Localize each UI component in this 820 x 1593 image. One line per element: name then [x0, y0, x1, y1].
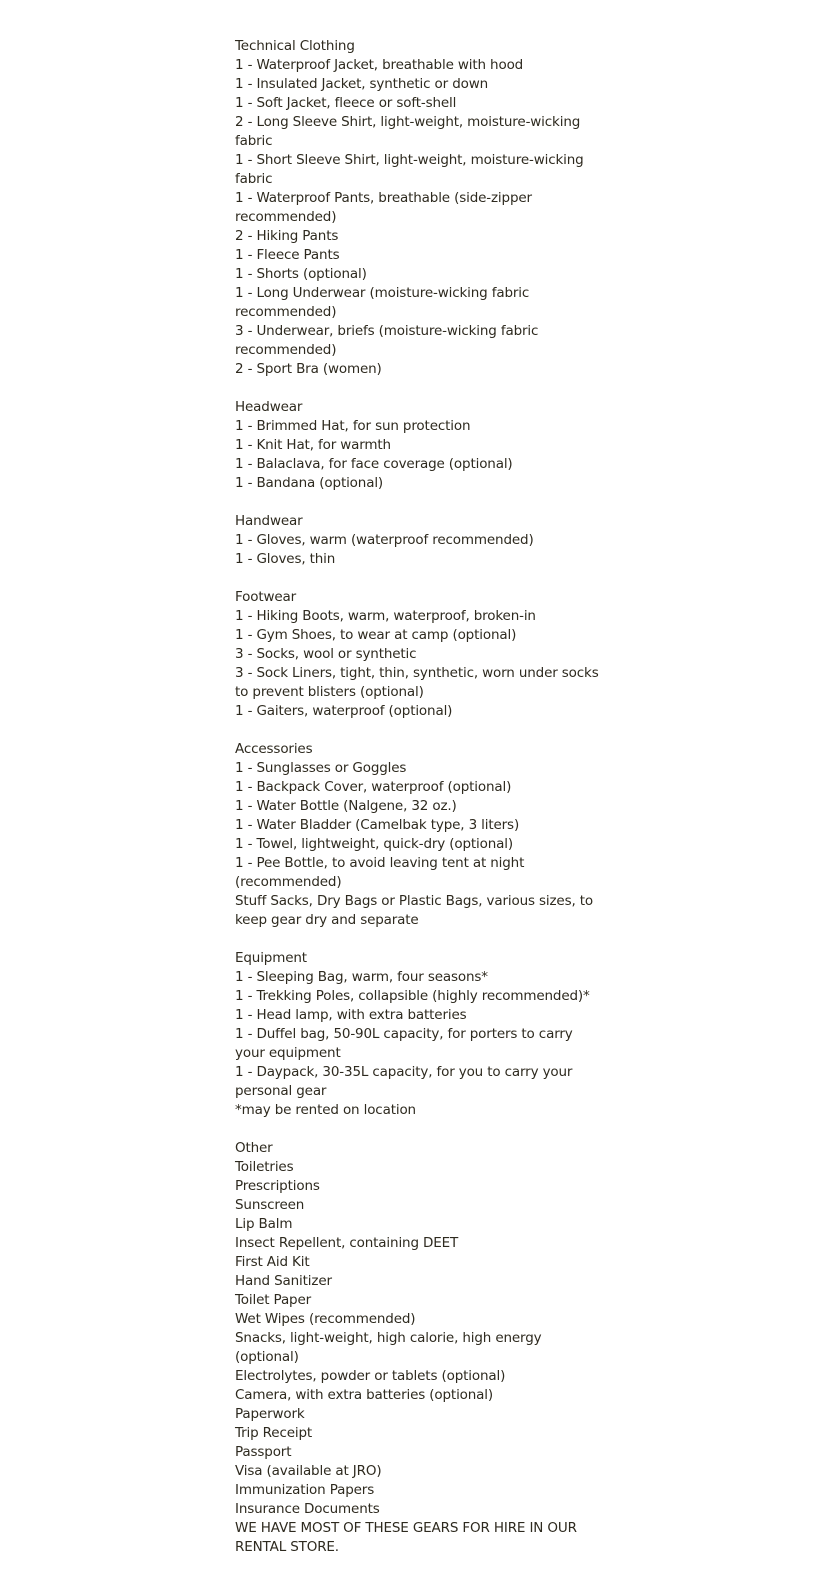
list-item: 1 - Soft Jacket, fleece or soft-shell	[235, 95, 457, 111]
list-item: 2 - Hiking Pants	[235, 228, 339, 244]
list-item: Immunization Papers	[235, 1482, 375, 1498]
list-item: Trip Receipt	[235, 1425, 313, 1441]
section-title: Accessories	[235, 741, 313, 757]
section-title: Handwear	[235, 513, 303, 529]
list-item: Camera, with extra batteries (optional)	[235, 1387, 494, 1403]
list-item: 1 - Shorts (optional)	[235, 266, 367, 282]
list-item: Insurance Documents	[235, 1501, 380, 1517]
list-item: Paperwork	[235, 1406, 305, 1422]
list-item: Insect Repellent, containing DEET	[235, 1235, 459, 1251]
list-item: 1 - Waterproof Pants, breathable (side-zipper recommended)	[235, 190, 532, 225]
list-item: Passport	[235, 1444, 292, 1460]
list-item: Hand Sanitizer	[235, 1273, 332, 1289]
section-other	[235, 1139, 605, 1519]
section-title: Headwear	[235, 399, 303, 415]
list-item: 1 - Gaiters, waterproof (optional)	[235, 703, 453, 719]
section-footwear	[235, 588, 605, 721]
list-item: 1 - Water Bladder (Camelbak type, 3 liters)	[235, 817, 520, 833]
list-item: 1 - Long Underwear (moisture-wicking fabric recommended)	[235, 285, 530, 320]
list-item: Sunscreen	[235, 1197, 305, 1213]
list-item: 1 - Bandana (optional)	[235, 475, 384, 491]
list-item: 1 - Gloves, thin	[235, 551, 336, 567]
list-item: 2 - Long Sleeve Shirt, light-weight, moisture-wicking fabric	[235, 114, 581, 149]
list-item: 2 - Sport Bra (women)	[235, 361, 382, 377]
list-item: 1 - Gloves, warm (waterproof recommended)	[235, 532, 534, 548]
list-item: 1 - Duffel bag, 50-90L capacity, for porters to carry your equipment	[235, 1026, 573, 1061]
list-item: Lip Balm	[235, 1216, 293, 1232]
list-item: 1 - Towel, lightweight, quick-dry (optional)	[235, 836, 513, 852]
list-item: 1 - Hiking Boots, warm, waterproof, broken-in	[235, 608, 536, 624]
section-accessories	[235, 740, 605, 930]
list-item: Toilet Paper	[235, 1292, 312, 1308]
section-title: Footwear	[235, 589, 297, 605]
section-title: Technical Clothing	[235, 38, 355, 54]
packing-list-document	[235, 37, 605, 1557]
list-item: 1 - Backpack Cover, waterproof (optional)	[235, 779, 512, 795]
section-headwear	[235, 398, 605, 493]
list-item: 1 - Head lamp, with extra batteries	[235, 1007, 467, 1023]
list-item: 1 - Waterproof Jacket, breathable with hood	[235, 57, 524, 73]
list-item: 1 - Water Bottle (Nalgene, 32 oz.)	[235, 798, 457, 814]
list-item: 1 - Balaclava, for face coverage (optional)	[235, 456, 513, 472]
list-item: 1 - Knit Hat, for warmth	[235, 437, 391, 453]
list-item: 1 - Short Sleeve Shirt, light-weight, moisture-wicking fabric	[235, 152, 584, 187]
list-item: 1 - Brimmed Hat, for sun protection	[235, 418, 471, 434]
list-item: First Aid Kit	[235, 1254, 310, 1270]
list-item: 1 - Pee Bottle, to avoid leaving tent at night (recommended)	[235, 855, 525, 890]
list-item: 3 - Underwear, briefs (moisture-wicking fabric recommended)	[235, 323, 539, 358]
list-item: 1 - Daypack, 30-35L capacity, for you to carry your personal gear	[235, 1064, 573, 1099]
list-item: 1 - Sleeping Bag, warm, four seasons*	[235, 969, 488, 985]
list-item: Stuff Sacks, Dry Bags or Plastic Bags, various sizes, to keep gear dry and separate	[235, 893, 593, 928]
list-item: 1 - Sunglasses or Goggles	[235, 760, 407, 776]
section-handwear	[235, 512, 605, 569]
list-item: Toiletries	[235, 1159, 294, 1175]
list-item: Prescriptions	[235, 1178, 320, 1194]
list-item: 3 - Sock Liners, tight, thin, synthetic, worn under socks to prevent blisters (optional)	[235, 665, 599, 700]
rental-footnote: *may be rented on location	[235, 1102, 416, 1118]
list-item: 1 - Gym Shoes, to wear at camp (optional)	[235, 627, 517, 643]
list-item: 1 - Insulated Jacket, synthetic or down	[235, 76, 489, 92]
section-title: Other	[235, 1140, 273, 1156]
list-item: 1 - Trekking Poles, collapsible (highly recommended)*	[235, 988, 590, 1004]
list-item: Wet Wipes (recommended)	[235, 1311, 416, 1327]
list-item: Visa (available at JRO)	[235, 1463, 382, 1479]
list-item: Electrolytes, powder or tablets (optional)	[235, 1368, 506, 1384]
section-technical-clothing	[235, 37, 605, 379]
section-title: Equipment	[235, 950, 307, 966]
list-item: 1 - Fleece Pants	[235, 247, 340, 263]
list-item: Snacks, light-weight, high calorie, high energy (optional)	[235, 1330, 542, 1365]
rental-store-note: WE HAVE MOST OF THESE GEARS FOR HIRE IN OUR RENTAL STORE.	[235, 1520, 577, 1555]
list-item: 3 - Socks, wool or synthetic	[235, 646, 417, 662]
section-equipment	[235, 949, 605, 1120]
